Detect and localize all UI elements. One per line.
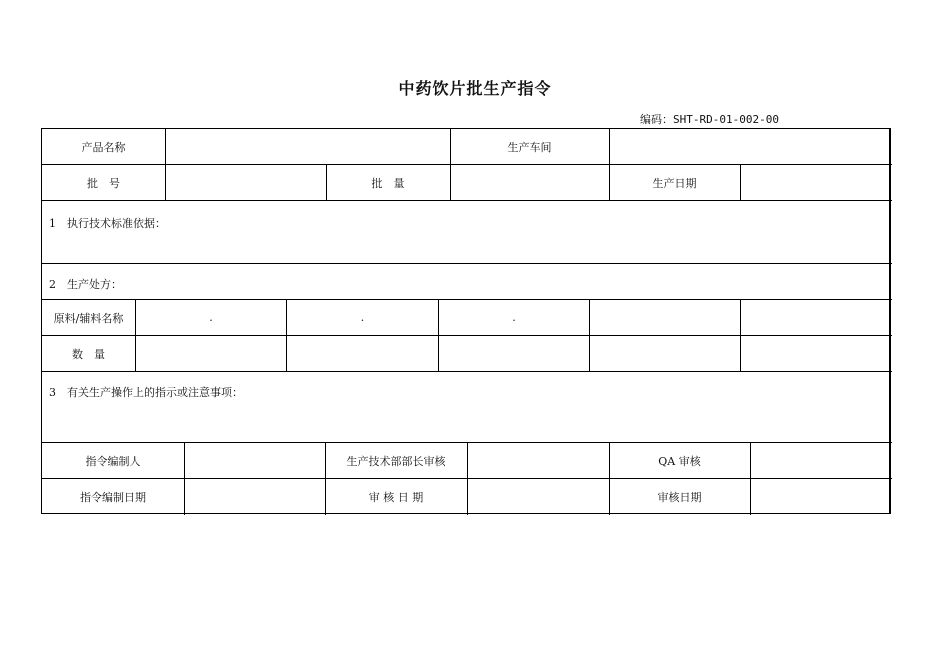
quantity-cell[interactable] (136, 336, 286, 371)
row-divider (42, 263, 892, 264)
production-date-field[interactable] (741, 165, 890, 200)
row-divider (42, 371, 892, 372)
batch-instruction-form (41, 128, 891, 514)
review-date2-field[interactable] (751, 479, 890, 514)
batch-no-field[interactable] (166, 165, 326, 200)
material-cell[interactable]: . (209, 311, 213, 324)
document-code-value: SHT-RD-01-002-00 (673, 113, 779, 126)
review-date-label: 审 核 日 期 (368, 490, 424, 504)
review-date-field[interactable] (468, 479, 609, 514)
standard-basis-label: 1 执行技术标准依据： (49, 217, 166, 230)
row-divider (42, 200, 892, 201)
material-name-label: 原料/辅料名称 (53, 311, 124, 325)
document-code-label: 编码： (640, 113, 673, 126)
instructions-label: 3 有关生产操作上的指示或注意事项： (49, 386, 243, 399)
production-date-label: 生产日期 (652, 176, 697, 190)
workshop-label: 生产车间 (507, 140, 552, 154)
compiler-label: 指令编制人 (85, 454, 141, 468)
tech-review-label: 生产技术部部长审核 (346, 454, 446, 468)
batch-qty-label: 批 量 (371, 176, 405, 190)
compile-date-label: 指令编制日期 (80, 490, 146, 504)
quantity-cell[interactable] (741, 336, 890, 371)
compile-date-field[interactable] (185, 479, 325, 514)
product-name-field[interactable] (166, 129, 450, 164)
quantity-cell[interactable] (439, 336, 589, 371)
product-name-label: 产品名称 (81, 140, 126, 154)
material-cell[interactable]: . (360, 311, 365, 324)
qa-review-label: QA 审核 (658, 454, 701, 468)
quantity-label: 数 量 (72, 347, 105, 361)
batch-qty-field[interactable] (451, 165, 609, 200)
tech-review-field[interactable] (468, 443, 609, 478)
batch-no-label: 批 号 (87, 176, 120, 190)
material-cell[interactable] (741, 300, 890, 335)
quantity-cell[interactable] (590, 336, 740, 371)
review-date2-label: 审核日期 (657, 490, 702, 504)
document-title: 中药饮片批生产指令 (398, 79, 552, 98)
material-cell[interactable] (590, 300, 740, 335)
workshop-field[interactable] (610, 129, 890, 164)
formula-label: 2 生产处方： (49, 278, 122, 291)
compiler-field[interactable] (185, 443, 325, 478)
material-cell[interactable]: . (512, 311, 516, 324)
quantity-cell[interactable] (287, 336, 438, 371)
document-code (640, 111, 840, 127)
qa-review-field[interactable] (751, 443, 890, 478)
